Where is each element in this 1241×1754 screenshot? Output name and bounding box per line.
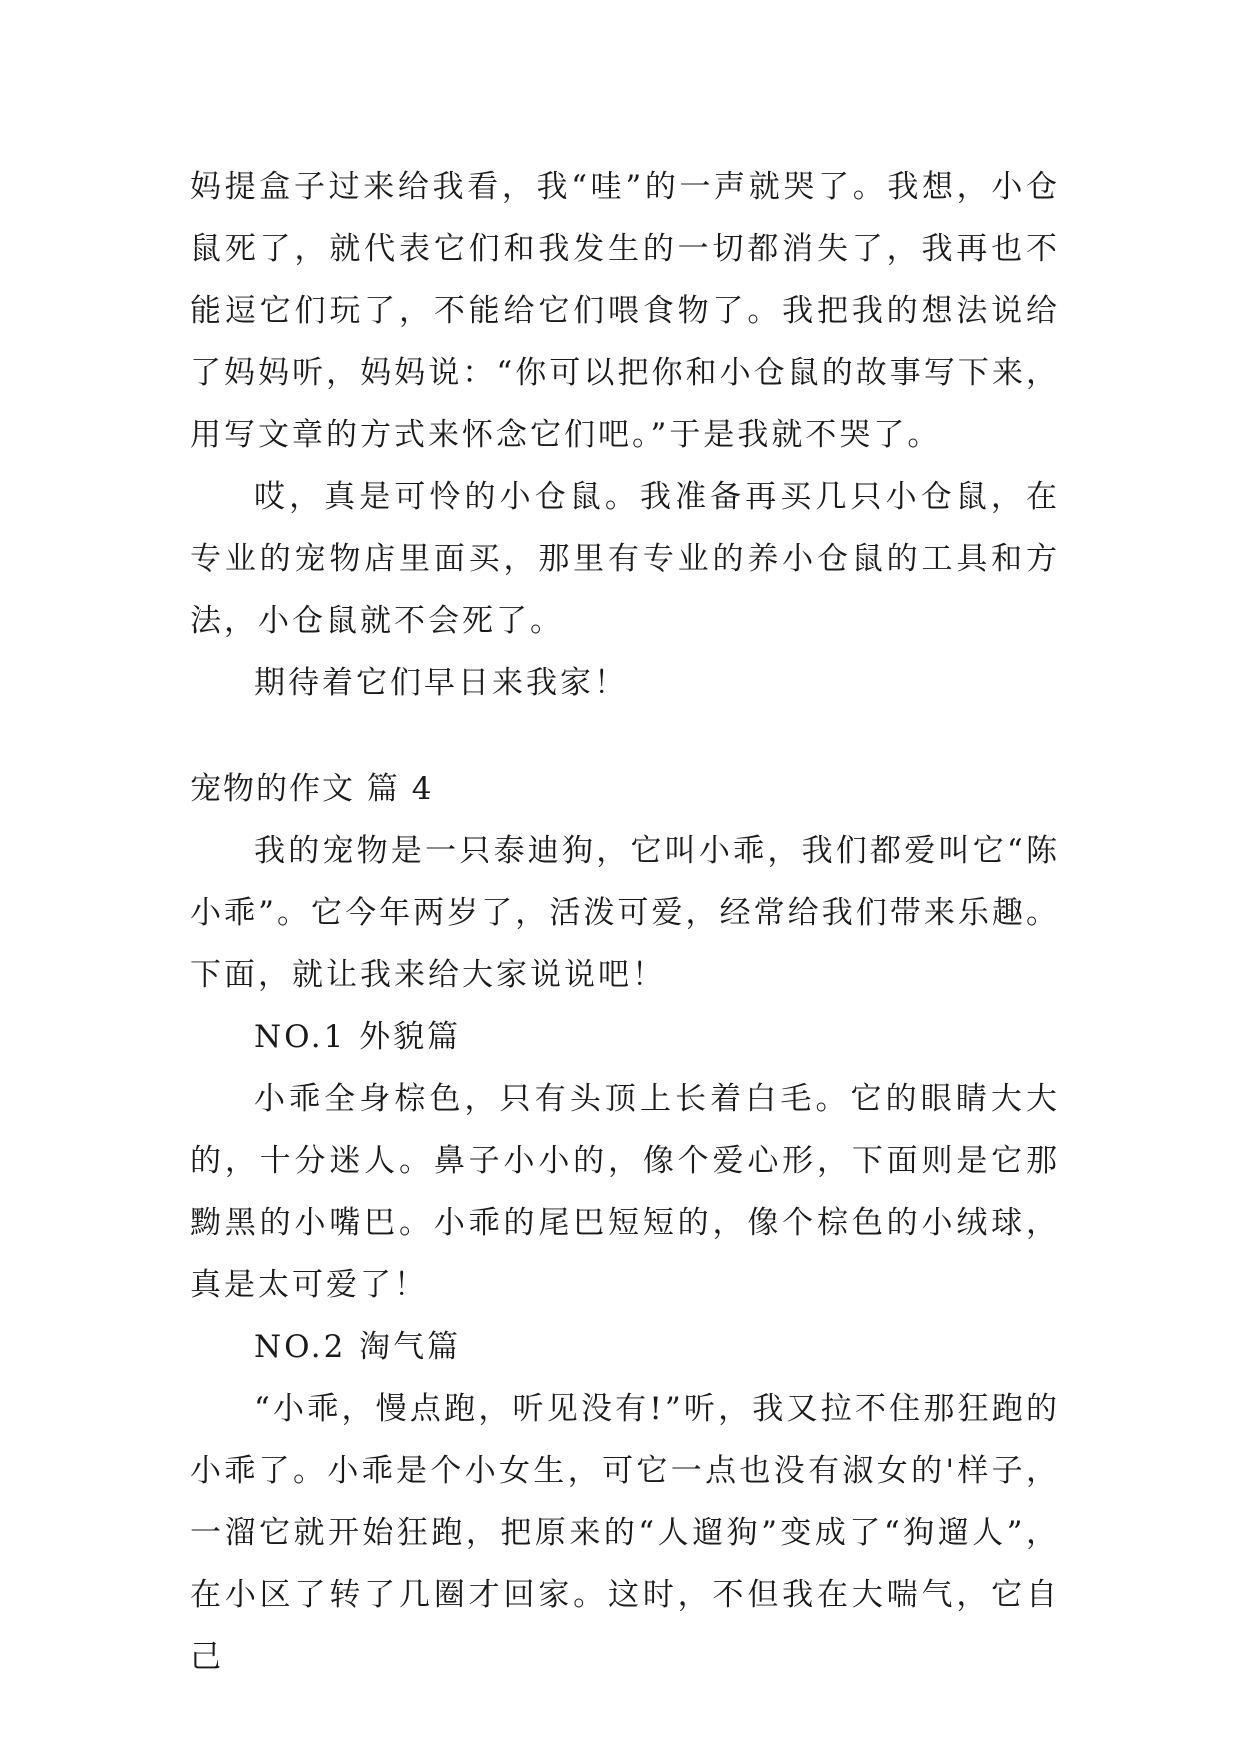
document-body [190,156,1060,1688]
paragraph-appearance: 小乖全身棕色，只有头顶上长着白毛。它的眼睛大大的，十分迷人。鼻子小小的，像个爱心形，下面则是它那黝黑的小嘴巴。小乖的尾巴短短的，像个棕色的小绒球，真是太可爱了！ [190,1081,1060,1303]
paragraph-naughty: “小乖，慢点跑，听见没有!”听，我又拉不住那狂跑的小乖了。小乖是个小女生，可它一点也没有淑女的'样子，一溜它就开始狂跑，把原来的“人遛狗”变成了“狗遛人”，在小区了转了几圈才回家。这时，不但我在大喘气，它自己 [190,1391,1060,1675]
section-heading-appearance: NO.1 外貌篇 [254,1019,462,1055]
paragraph-intro: 我的宠物是一只泰迪狗，它叫小乖，我们都爱叫它“陈小乖”。它今年两岁了，活泼可爱，经常给我们带来乐趣。下面，就让我来给大家说说吧！ [190,833,1060,993]
article-title: 宠物的作文 篇 4 [190,771,434,807]
paragraph-hamster-plan: 哎，真是可怜的小仓鼠。我准备再买几只小仓鼠，在专业的宠物店里面买，那里有专业的养小仓鼠的工具和方法，小仓鼠就不会死了。 [190,479,1060,639]
paragraph-continued: 妈提盒子过来给我看，我“哇”的一声就哭了。我想，小仓鼠死了，就代表它们和我发生的一切都消失了，我再也不能逗它们玩了，不能给它们喂食物了。我把我的想法说给了妈妈听，妈妈说：“你可以把你和小仓鼠的故事写下来，用写文章的方式来怀念它们吧。”于是我就不哭了。 [190,169,1060,453]
paragraph-looking-forward: 期待着它们早日来我家！ [254,665,628,701]
section-heading-naughty: NO.2 淘气篇 [254,1329,462,1365]
